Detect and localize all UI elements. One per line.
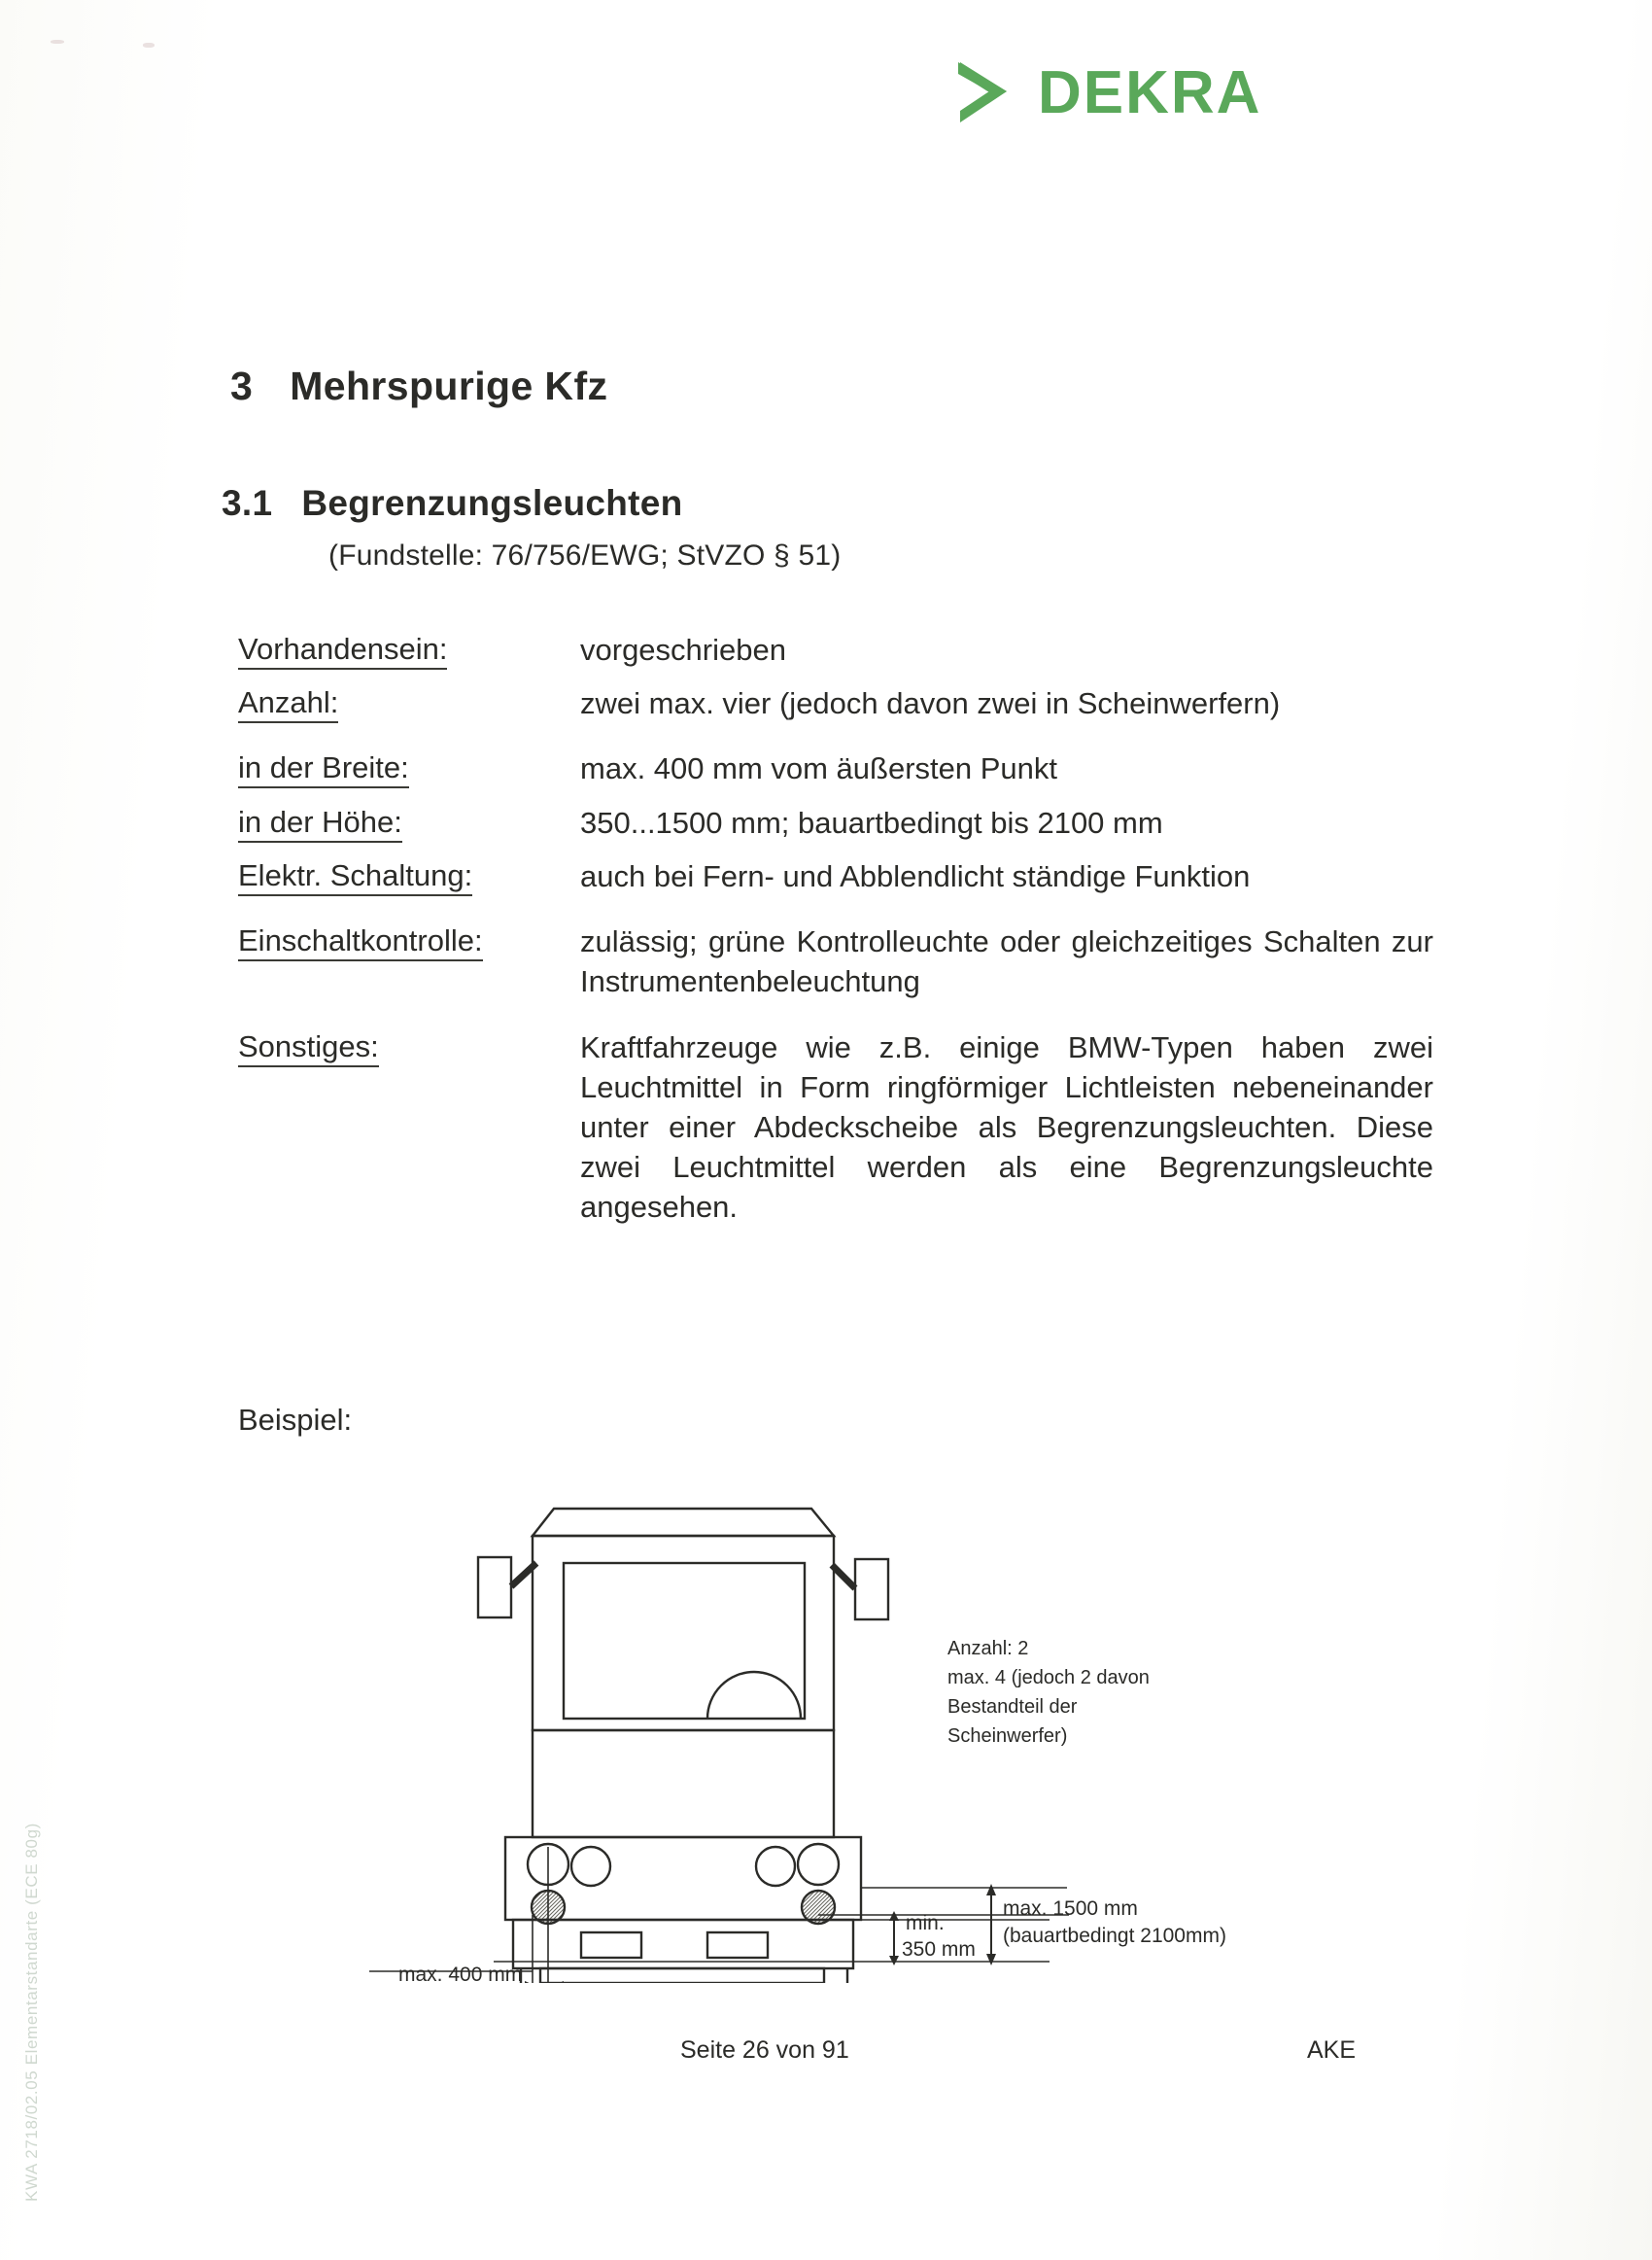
spec-row-einschaltkontrolle xyxy=(238,921,1433,1001)
apron-vent-right xyxy=(707,1932,768,1958)
spec-value: 350...1500 mm; bauartbedingt bis 2100 mm xyxy=(580,805,1163,840)
spec-label: in der Höhe: xyxy=(238,803,580,843)
headlight-inner-right xyxy=(756,1847,795,1886)
spec-label: Elektr. Schaltung: xyxy=(238,856,580,896)
spec-label: Sonstiges: xyxy=(238,1027,580,1228)
margin-form-code: KWA 2718/02.05 Elementarstandarte (ECE 80g) xyxy=(22,1823,41,2202)
dimension-label-min-350-line2: 350 mm xyxy=(902,1938,976,1961)
chapter-heading xyxy=(230,364,607,409)
dimension-label-max-400: max. 400 mm xyxy=(398,1964,523,1983)
spec-label: Vorhandensein: xyxy=(238,630,580,670)
section-number: 3.1 xyxy=(222,483,273,523)
bus-lower-body xyxy=(533,1730,834,1837)
bus-windscreen xyxy=(564,1563,805,1719)
scan-artifact xyxy=(51,40,64,44)
spec-row-schaltung xyxy=(238,856,1433,896)
dimension-max-1500 xyxy=(986,1884,996,1965)
vehicle-front-view-diagram xyxy=(369,1458,1341,1983)
dekra-wordmark: DEKRA xyxy=(1038,59,1262,126)
mirror-right xyxy=(855,1559,888,1619)
spec-value: vorgeschrieben xyxy=(580,633,786,667)
spec-value: auch bei Fern- und Abblendlicht ständige Funktion xyxy=(580,858,1251,893)
chapter-title: Mehrspurige Kfz xyxy=(290,364,608,408)
spec-row-anzahl xyxy=(238,683,1433,723)
diagram-svg xyxy=(369,1458,1341,1983)
bus-wiper-arc xyxy=(707,1672,801,1719)
dimension-label-max-1500: max. 1500 mm xyxy=(1003,1897,1138,1920)
bus-roof xyxy=(533,1509,834,1536)
spec-value: zulässig; grüne Kontrolleuchte oder gleichzeitiges Schalten zur Instrumentenbeleuchtung xyxy=(580,924,1433,999)
spec-row-breite xyxy=(238,748,1433,788)
apron-vent-left xyxy=(581,1932,641,1958)
spec-row-hoehe xyxy=(238,803,1433,843)
headlight-inner-left xyxy=(571,1847,610,1886)
spec-value: max. 400 mm vom äußersten Punkt xyxy=(580,751,1058,786)
section-reference: (Fundstelle: 76/756/EWG; StVZO § 51) xyxy=(328,539,842,572)
scan-artifact xyxy=(143,43,155,48)
chapter-number: 3 xyxy=(230,364,254,408)
chassis-edges xyxy=(521,1968,847,1983)
section-heading xyxy=(222,483,683,524)
annotation-line: Anzahl: 2 xyxy=(947,1638,1029,1659)
dekra-logo xyxy=(952,60,1261,126)
headlight-outer-right xyxy=(798,1844,839,1885)
dimension-label-min-350-line1: min. xyxy=(906,1912,945,1934)
spec-value: Kraftfahrzeuge wie z.B. einige BMW-Typen haben zwei Leuchtmittel in Form ringförmiger Lichtleisten nebeneinander unter einer Abdeckscheibe als Begrenzungsleuchten. Diese zwei Leuchtmittel werden als eine Begrenzungsleuchte angesehen. xyxy=(580,1029,1433,1225)
spec-row-sonstiges xyxy=(238,1027,1433,1228)
example-label: Beispiel: xyxy=(238,1403,353,1437)
annotation-line: Bestandteil der xyxy=(947,1696,1078,1718)
spec-label: Anzahl: xyxy=(238,683,580,723)
dekra-triangle-mark xyxy=(952,60,1013,126)
section-title: Begrenzungsleuchten xyxy=(301,483,683,523)
spec-label: Einschaltkontrolle: xyxy=(238,921,580,1001)
spec-label: in der Breite: xyxy=(238,748,580,788)
dimension-min-350 xyxy=(889,1911,899,1965)
spec-value: zwei max. vier (jedoch davon zwei in Scheinwerfern) xyxy=(580,686,1281,721)
footer-page-number: Seite 26 von 91 xyxy=(680,2036,849,2064)
annotation-line: max. 4 (jedoch 2 davon xyxy=(947,1667,1150,1688)
bus-upper-body xyxy=(533,1536,834,1730)
bus-chassis-band xyxy=(540,1968,824,1983)
mirror-arm-right xyxy=(832,1565,855,1588)
annotation-line: Scheinwerfer) xyxy=(947,1725,1068,1747)
spec-row-vorhandensein xyxy=(238,630,1433,670)
specification-list xyxy=(238,630,1433,1241)
dimension-label-bauartbedingt: (bauartbedingt 2100mm) xyxy=(1003,1925,1226,1947)
footer-author-code: AKE xyxy=(1307,2036,1357,2064)
mirror-left xyxy=(478,1557,511,1617)
diagram-annotation-anzahl xyxy=(947,1638,1150,1747)
